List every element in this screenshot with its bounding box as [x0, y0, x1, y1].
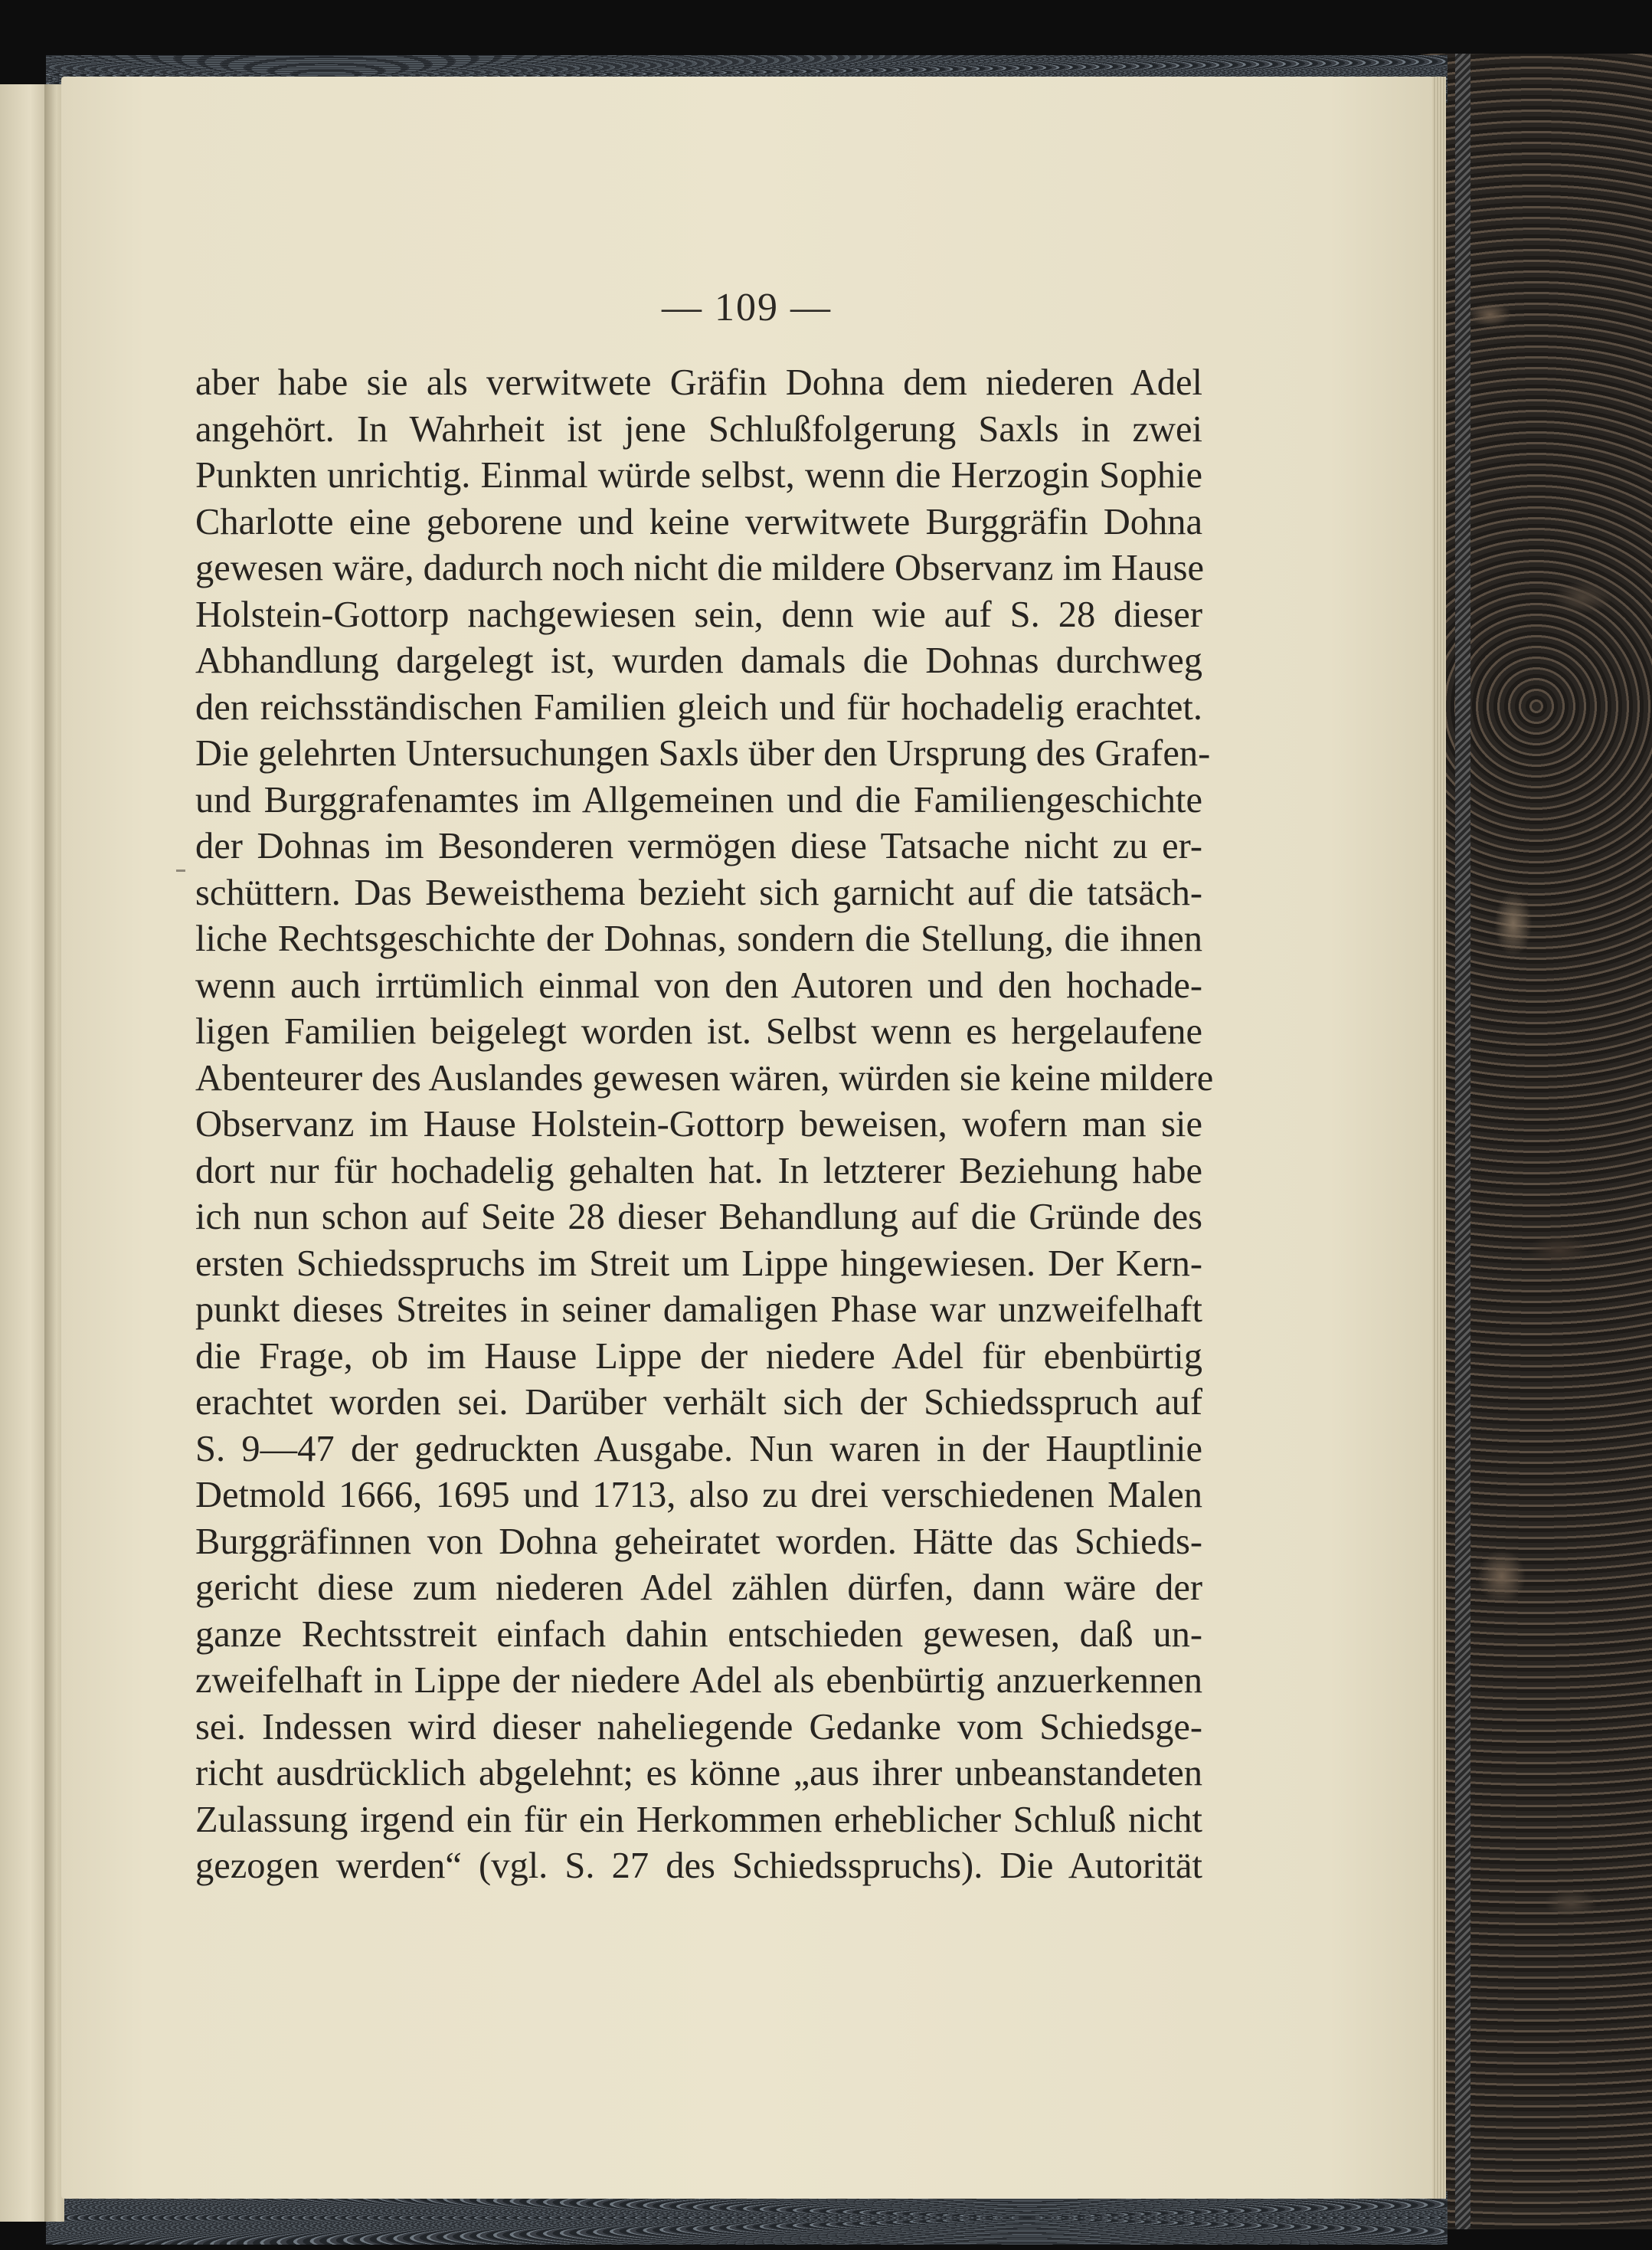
text-line: erachtet worden sei. Darüber verhält sich der Schiedsspruch auf [195, 1382, 1202, 1423]
text-line: Detmold 1666, 1695 und 1713, also zu drei verschiedenen Malen [195, 1475, 1202, 1515]
text-line: gezogen werden“ (vgl. S. 27 des Schiedsspruchs). Die Autorität [195, 1846, 1202, 1886]
text-line: Punkten unrichtig. Einmal würde selbst, wenn die Herzogin Sophie [195, 455, 1202, 496]
text-line: dort nur für hochadelig gehalten hat. In letzterer Beziehung habe [195, 1150, 1202, 1191]
margin-mark [176, 870, 185, 872]
text-line: Burggräfinnen von Dohna geheiratet worden. Hätte das Schieds- [195, 1521, 1202, 1562]
text-line: der Dohnas im Besonderen vermögen diese Tatsache nicht zu er- [195, 826, 1202, 866]
text-line: Zulassung irgend ein für ein Herkommen erheblicher Schluß nicht [195, 1799, 1202, 1840]
text-line: wenn auch irrtümlich einmal von den Autoren und den hochade- [195, 965, 1202, 1006]
text-line: Die gelehrten Untersuchungen Saxls über den Ursprung des Grafen- [195, 733, 1211, 774]
text-line: ich nun schon auf Seite 28 dieser Behandlung auf die Gründe des [195, 1197, 1202, 1237]
text-line: gericht diese zum niederen Adel zählen dürfen, dann wäre der [195, 1567, 1202, 1608]
text-line: ersten Schiedsspruchs im Streit um Lippe hingewiesen. Der Kern- [195, 1243, 1202, 1284]
text-line: punkt dieses Streites in seiner damaligen Phase war unzweifelhaft [195, 1289, 1202, 1330]
body-text [195, 360, 1214, 1890]
text-line: angehört. In Wahrheit ist jene Schlußfolgerung Saxls in zwei [195, 408, 1202, 450]
text-line: zweifelhaft in Lippe der niedere Adel als ebenbürtig anzuerkennen [195, 1660, 1202, 1701]
text-line: richt ausdrücklich abgelehnt; es könne „aus ihrer unbeanstandeten [195, 1753, 1202, 1793]
text-line: Abenteurer des Auslandes gewesen wären, würden sie keine mildere [195, 1057, 1214, 1099]
text-line: und Burggrafenamtes im Allgemeinen und die Familiengeschichte [195, 779, 1202, 820]
board-edge [1455, 54, 1470, 2229]
text-line: liche Rechtsgeschichte der Dohnas, sondern die Stellung, die ihnen [195, 919, 1202, 959]
text-line: den reichsständischen Familien gleich und für hochadelig erachtet. [195, 686, 1202, 728]
text-line: Holstein-Gottorp nachgewiesen sein, denn wie auf S. 28 dieser [195, 594, 1202, 635]
text-line: ligen Familien beigelegt worden ist. Selbst wenn es hergelaufene [195, 1011, 1202, 1052]
text-line: Abhandlung dargelegt ist, wurden damals die Dohnas durchweg [195, 640, 1202, 681]
text-line: die Frage, ob im Hause Lippe der niedere Adel für ebenbürtig [195, 1335, 1202, 1377]
text-line: aber habe sie als verwitwete Gräfin Dohna dem niederen Adel [195, 362, 1202, 403]
text-line: Charlotte eine geborene und keine verwitwete Burggräfin Dohna [195, 501, 1202, 542]
text-line: schüttern. Das Beweisthema bezieht sich garnicht auf die tatsäch- [195, 872, 1202, 913]
page-edge [1432, 77, 1446, 2199]
text-line: S. 9—47 der gedruckten Ausgabe. Nun waren in der Hauptlinie [195, 1428, 1202, 1469]
text-line: sei. Indessen wird dieser naheliegende Gedanke vom Schiedsge- [195, 1706, 1202, 1747]
text-line: Observanz im Hause Holstein-Gottorp beweisen, wofern man sie [195, 1104, 1202, 1145]
marbled-bottom-strip [46, 2191, 1448, 2245]
page-number: — 109 — [662, 286, 832, 329]
text-line: gewesen wäre, dadurch noch nicht die mildere Observanz im Hause [195, 548, 1205, 588]
text-line: ganze Rechtsstreit einfach dahin entschieden gewesen, daß un- [195, 1613, 1202, 1655]
